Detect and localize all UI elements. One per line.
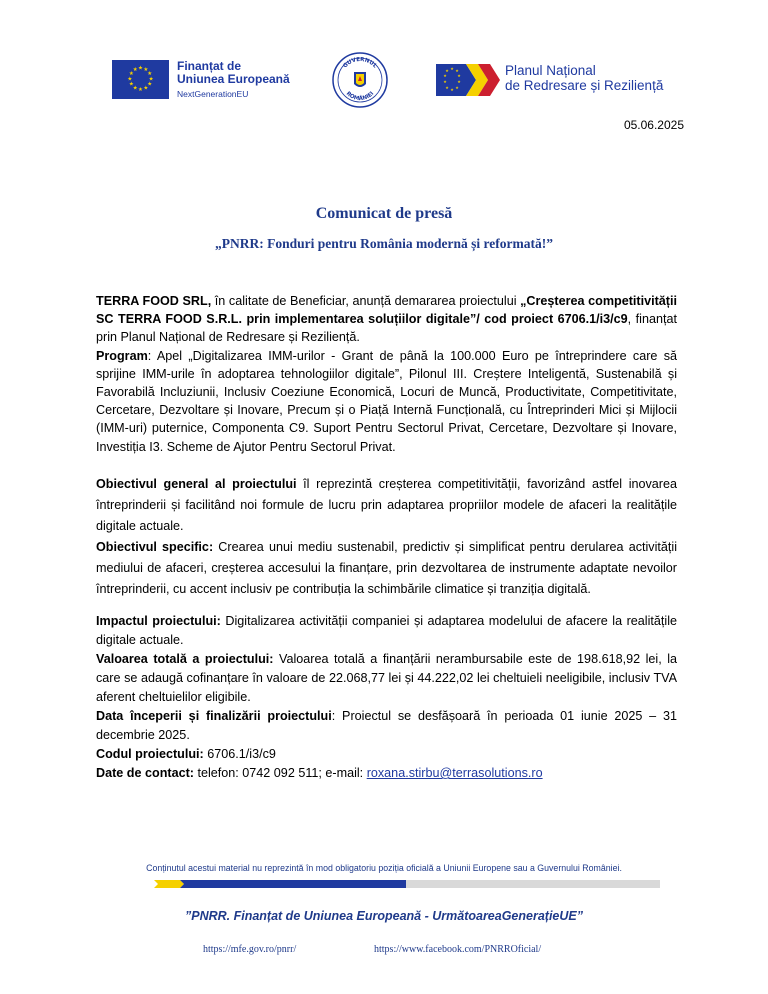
pnrr-logo-line2: de Redresare și Reziliență [505, 78, 664, 93]
svg-text:★: ★ [445, 68, 449, 73]
contact-label: Date de contact: [96, 766, 194, 780]
intro-text-2: , finanțat prin Planul Național de Redresare și Reziliență. [96, 312, 677, 345]
objective-general-paragraph [96, 474, 677, 537]
footer-slogan: ”PNRR. Finanțat de Uniunea Europeană - UrmătoareaGenerațieUE” [184, 909, 583, 923]
impact-label: Impactul proiectului: [96, 614, 221, 628]
project-title: „Creșterea competitivității SC TERRA FOOD S.R.L. prin implementarea soluțiilor digitale”/ cod proiect 6706.1/i3/c9 [96, 294, 677, 327]
project-impact-value [96, 612, 677, 783]
objective-specific-label: Obiectivul specific: [96, 540, 214, 554]
footer-link-facebook[interactable]: https://www.facebook.com/PNRROficial/ [374, 944, 542, 955]
value-label: Valoarea totală a proiectului: [96, 652, 274, 666]
svg-text:★: ★ [128, 81, 134, 88]
svg-text:★: ★ [455, 68, 459, 73]
romanian-government-seal-icon [332, 52, 388, 108]
svg-text:GUVERNUL: GUVERNUL [342, 56, 378, 70]
value-paragraph [96, 650, 677, 707]
svg-text:★: ★ [138, 65, 143, 72]
press-release-body [96, 292, 677, 456]
eu-logo-line3: NextGenerationEU [177, 89, 249, 99]
footer-disclaimer: Conținutul acestui material nu reprezintă în mod obligatoriu poziția oficială a Uniunii Europene sau a Guvernului României. [146, 863, 622, 873]
program-label: Program [96, 348, 148, 363]
eu-logo-line2: Uniunea Europeană [177, 72, 290, 86]
program-paragraph [96, 347, 677, 456]
project-details [96, 474, 677, 600]
svg-text:★: ★ [450, 87, 454, 92]
pnrr-logo-line1: Planul Național [505, 63, 596, 78]
eu-flag-icon [112, 60, 169, 99]
page-subtitle: „PNRR: Fonduri pentru România modernă și reformată!” [215, 236, 553, 251]
objective-specific-text: Crearea unui mediu sustenabil, predictiv și simplificat pentru derularea activității mediului de afaceri, creșterea accesului la finanțare, prin dezvoltarea de instrumente adaptate nevoilor întreprinderii, cu accent inclusiv pe contribuția la schimbările climatice și tranziția digitală. [96, 540, 677, 596]
intro-paragraph [96, 292, 677, 347]
company-name: TERRA FOOD SRL, [96, 294, 212, 308]
eu-logo-line1: Finanțat de [177, 59, 242, 73]
svg-text:★: ★ [455, 85, 459, 90]
svg-text:★: ★ [457, 73, 461, 78]
document-date: 05.06.2025 [623, 118, 684, 132]
code-paragraph [96, 745, 677, 764]
svg-text:★: ★ [457, 79, 461, 84]
svg-text:★: ★ [147, 70, 153, 77]
dates-text: : Proiectul se desfășoară în perioada 01 iunie 2025 – 31 decembrie 2025. [96, 709, 677, 742]
pnrr-logo-text [505, 63, 705, 93]
svg-text:★: ★ [445, 85, 449, 90]
svg-text:★: ★ [132, 66, 138, 73]
svg-text:★: ★ [138, 87, 143, 93]
code-value: 6706.1/i3/c9 [203, 747, 276, 761]
svg-text:★: ★ [132, 85, 138, 92]
code-label: Codul proiectului: [96, 747, 204, 761]
objective-specific-paragraph [96, 537, 677, 600]
program-text: : Apel „Digitalizarea IMM-urilor - Grant de până la 100.000 Euro pe întreprindere care să sprijine IMM-urile în adoptarea tehnologiilor digitale”, Pilonul III. Creștere Inteligentă, Sustenabilă și Favorabilă Incluziunii, Inclusiv Coeziune Economică, Locuri de Muncă, Productivitate, Competitivitate, Cercetare, Dezvoltare și Inovare, Precum și o Piață Internă Funcțională, cu Întreprinderi Mici și Mijlocii (IMM-uri) puternice, Componenta C9. Suport Pentru Sectorul Privat, Cercetare, Dezvoltare și Inovare, Investiția I3. Scheme de Ajutor Pentru Sectorul Privat. [96, 348, 677, 454]
pnrr-logo-icon [436, 62, 500, 98]
svg-text:★: ★ [443, 79, 447, 84]
svg-text:★: ★ [127, 76, 133, 83]
impact-text: Digitalizarea activității companiei și adaptarea modelului de afacere la realitățile digitale actuale. [96, 614, 677, 647]
svg-text:★: ★ [450, 66, 454, 71]
svg-text:ROMÂNIEI: ROMÂNIEI [344, 90, 376, 103]
page-title: Comunicat de presă [315, 205, 453, 222]
value-text: Valoarea totală a finanțării nerambursabile este de 198.618,92 lei, la care se adaugă cofinanțare în valoare de 22.068,77 lei și 44.222,02 lei cheltuieli neeligibile, inclusiv TVA aferent cheltuielilor eligibile. [96, 652, 677, 704]
intro-text-1: în calitate de Beneficiar, anunță demararea proiectului [211, 294, 521, 308]
svg-text:★: ★ [147, 81, 153, 88]
svg-text:★: ★ [143, 66, 149, 73]
footer-color-bar [154, 880, 660, 888]
objective-general-label: Obiectivul general al proiectului [96, 477, 297, 491]
svg-text:★: ★ [128, 70, 134, 77]
impact-paragraph [96, 612, 677, 650]
svg-text:★: ★ [443, 73, 447, 78]
contact-text: telefon: 0742 092 511; e-mail: [193, 766, 367, 780]
objective-general-text: îl reprezintă creșterea competitivității, favorizând astfel inovarea întreprinderii și facilitând noi formule de lucru prin adaptarea propriilor modele de afaceri la realitățile digitale actuale. [96, 477, 678, 533]
svg-text:★: ★ [143, 85, 149, 92]
contact-paragraph [96, 764, 677, 783]
dates-label: Data începerii și finalizării proiectului [96, 709, 332, 723]
eu-funding-logo-text [177, 60, 327, 101]
contact-email-link[interactable]: roxana.stirbu@terrasolutions.ro [366, 766, 543, 780]
dates-paragraph [96, 707, 677, 745]
footer-link-mfe[interactable]: https://mfe.gov.ro/pnrr/ [203, 944, 297, 955]
svg-text:★: ★ [148, 76, 154, 83]
